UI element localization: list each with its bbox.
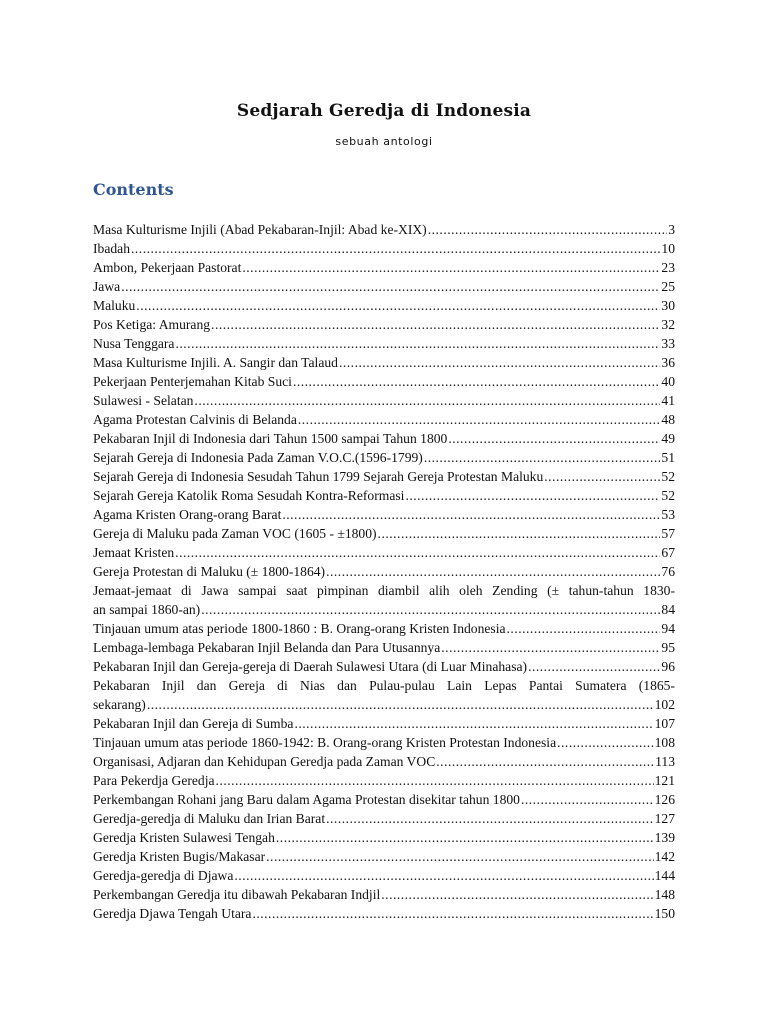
dot-leader <box>136 296 660 315</box>
dot-leader <box>441 638 660 657</box>
toc-entry-title: Organisasi, Adjaran dan Kehidupan Geredja pada Zaman VOC <box>93 754 436 769</box>
toc-entry-title: Sulawesi - Selatan <box>93 393 194 408</box>
toc-entry-title: Lembaga-lembaga Pekabaran Injil Belanda dan Para Utusannya <box>93 640 441 655</box>
dot-leader <box>326 809 653 828</box>
dot-leader <box>326 562 660 581</box>
toc-entry-title-line1: Pekabaran Injil dan Gereja di Nias dan Pulau-pulau Lain Lepas Pantai Sumatera (1865- <box>93 678 675 693</box>
toc-entry[interactable] <box>93 543 675 562</box>
dot-leader <box>424 448 661 467</box>
dot-leader <box>521 790 654 809</box>
toc-entry[interactable] <box>93 296 675 315</box>
toc-entry[interactable] <box>93 429 675 448</box>
dot-leader <box>211 315 660 334</box>
toc-entry[interactable] <box>93 467 675 486</box>
toc-entry-title: Perkembangan Geredja itu dibawah Pekabaran Indjil <box>93 887 381 902</box>
toc-entry[interactable] <box>93 277 675 296</box>
toc-entry-page-number: 30 <box>661 298 675 313</box>
toc-entry-page-number: 94 <box>661 621 675 636</box>
toc-entry-title: Geredja Kristen Sulawesi Tengah <box>93 830 275 845</box>
toc-entry-title: Sejarah Gereja di Indonesia Sesudah Tahun 1799 Sejarah Gereja Protestan Maluku <box>93 469 544 484</box>
toc-entry-title: Gereja di Maluku pada Zaman VOC (1605 - ±1800) <box>93 526 377 541</box>
toc-entry[interactable] <box>93 353 675 372</box>
toc-entry-title: Ibadah <box>93 241 130 256</box>
toc-entry-title: Masa Kulturisme Injili. A. Sangir dan Talaud <box>93 355 338 370</box>
toc-entry-title: Sejarah Gereja di Indonesia Pada Zaman V.O.C.(1596-1799) <box>93 450 423 465</box>
toc-entry[interactable] <box>93 486 675 505</box>
dot-leader <box>298 410 661 429</box>
toc-entry-page-number: 32 <box>661 317 675 332</box>
toc-entry[interactable] <box>93 391 675 410</box>
dot-leader <box>131 239 660 258</box>
toc-entry-page-number: 108 <box>654 735 675 750</box>
dot-leader <box>293 372 660 391</box>
toc-entry-page-number: 40 <box>661 374 675 389</box>
toc-entry-title: Nusa Tenggara <box>93 336 175 351</box>
toc-entry-page-number: 84 <box>661 602 675 617</box>
toc-entry[interactable] <box>93 448 675 467</box>
toc-entry-page-number: 127 <box>654 811 675 826</box>
toc-entry-page-number: 49 <box>661 431 675 446</box>
dot-leader <box>234 866 653 885</box>
toc-entry-title: Geredja-geredja di Djawa <box>93 868 234 883</box>
toc-entry-page-number: 67 <box>661 545 675 560</box>
toc-entry-title-line2: sekarang) <box>93 697 146 712</box>
toc-entry-page-number: 126 <box>654 792 675 807</box>
dot-leader <box>121 277 660 296</box>
contents-heading: Contents <box>93 180 174 199</box>
toc-entry-title: Ambon, Pekerjaan Pastorat <box>93 260 242 275</box>
toc-entry[interactable] <box>93 524 675 543</box>
document-subtitle: sebuah antologi <box>335 135 433 148</box>
dot-leader <box>194 391 660 410</box>
toc-entry-page-number: 23 <box>661 260 675 275</box>
toc-entry-page-number: 150 <box>654 906 675 921</box>
toc-entry-page-number: 107 <box>654 716 675 731</box>
toc-entry-page-number: 121 <box>654 773 675 788</box>
dot-leader <box>436 752 654 771</box>
toc-entry[interactable] <box>93 752 675 771</box>
document-title: Sedjarah Geredja di Indonesia <box>236 101 532 121</box>
toc-entry-title: Geredja Kristen Bugis/Makasar <box>93 849 266 864</box>
table-of-contents <box>93 220 675 923</box>
toc-entry[interactable] <box>93 562 675 581</box>
toc-entry-page-number: 102 <box>654 697 675 712</box>
toc-entry[interactable] <box>93 714 675 733</box>
toc-entry-page-number: 25 <box>661 279 675 294</box>
toc-entry-title: Geredja Djawa Tengah Utara <box>93 906 252 921</box>
toc-entry[interactable] <box>93 847 675 866</box>
toc-entry[interactable] <box>93 866 675 885</box>
toc-entry-title-line2: an sampai 1860-an) <box>93 602 201 617</box>
toc-entry-page-number: 144 <box>654 868 675 883</box>
toc-entry-title: Geredja-geredja di Maluku dan Irian Barat <box>93 811 326 826</box>
toc-entry-title: Gereja Protestan di Maluku (± 1800-1864) <box>93 564 326 579</box>
toc-entry-continuation <box>93 695 675 714</box>
toc-entry-page-number: 57 <box>661 526 675 541</box>
dot-leader <box>175 543 660 562</box>
toc-entry-title: Pos Ketiga: Amurang <box>93 317 211 332</box>
dot-leader <box>276 828 654 847</box>
toc-entry-page-number: 3 <box>668 222 675 237</box>
toc-entry-page-number: 113 <box>655 754 675 769</box>
toc-entry[interactable] <box>93 885 675 904</box>
dot-leader <box>294 714 653 733</box>
dot-leader <box>378 524 661 543</box>
toc-entry-title: Pekabaran Injil dan Gereja-gereja di Daerah Sulawesi Utara (di Luar Minahasa) <box>93 659 528 674</box>
dot-leader <box>507 619 661 638</box>
toc-entry-title: Jemaat Kristen <box>93 545 175 560</box>
toc-entry[interactable] <box>93 733 675 752</box>
dot-leader <box>405 486 660 505</box>
toc-entry-title: Agama Kristen Orang-orang Barat <box>93 507 282 522</box>
toc-entry[interactable] <box>93 638 675 657</box>
toc-entry[interactable] <box>93 904 675 923</box>
toc-entry-title: Pekabaran Injil dan Gereja di Sumba <box>93 716 294 731</box>
toc-entry-continuation <box>93 600 675 619</box>
toc-entry[interactable] <box>93 334 675 353</box>
toc-entry-page-number: 52 <box>661 488 675 503</box>
toc-entry-page-number: 142 <box>654 849 675 864</box>
dot-leader <box>216 771 654 790</box>
toc-entry-title: Maluku <box>93 298 136 313</box>
toc-entry[interactable] <box>93 258 675 277</box>
toc-entry[interactable] <box>93 828 675 847</box>
dot-leader <box>175 334 660 353</box>
toc-entry-title: Tinjauan umum atas periode 1800-1860 : B. Orang-orang Kristen Indonesia <box>93 621 506 636</box>
toc-entry[interactable] <box>93 619 675 638</box>
dot-leader <box>242 258 660 277</box>
toc-entry[interactable] <box>93 220 675 239</box>
dot-leader <box>252 904 653 923</box>
toc-entry-page-number: 96 <box>661 659 675 674</box>
dot-leader <box>448 429 660 448</box>
toc-entry-title-line1: Jemaat-jemaat di Jawa sampai saat pimpinan diambil alih oleh Zending (± tahun-tahun 1830- <box>93 583 675 598</box>
toc-entry-title: Masa Kulturisme Injili (Abad Pekabaran-Injil: Abad ke-XIX) <box>93 222 427 237</box>
toc-entry-title: Pekabaran Injil di Indonesia dari Tahun 1500 sampai Tahun 1800 <box>93 431 448 446</box>
toc-entry-title: Tinjauan umum atas periode 1860-1942: B. Orang-orang Kristen Protestan Indonesia <box>93 735 557 750</box>
toc-entry-title: Sejarah Gereja Katolik Roma Sesudah Kontra-Reformasi <box>93 488 405 503</box>
toc-entry-page-number: 148 <box>654 887 675 902</box>
toc-entry-page-number: 52 <box>661 469 675 484</box>
dot-leader <box>201 600 660 619</box>
toc-entry[interactable] <box>93 315 675 334</box>
toc-entry[interactable] <box>93 657 675 676</box>
toc-entry-title: Agama Protestan Calvinis di Belanda <box>93 412 297 427</box>
dot-leader <box>544 467 660 486</box>
dot-leader <box>282 505 660 524</box>
dot-leader <box>428 220 667 239</box>
toc-entry[interactable] <box>93 581 675 619</box>
toc-entry[interactable] <box>93 505 675 524</box>
toc-entry-page-number: 36 <box>661 355 675 370</box>
toc-entry-page-number: 41 <box>661 393 675 408</box>
toc-entry-page-number: 139 <box>654 830 675 845</box>
dot-leader <box>147 695 654 714</box>
toc-entry-title: Jawa <box>93 279 121 294</box>
toc-entry[interactable] <box>93 239 675 258</box>
toc-entry[interactable] <box>93 372 675 391</box>
toc-entry-page-number: 53 <box>661 507 675 522</box>
toc-entry-title: Para Pekerdja Geredja <box>93 773 215 788</box>
toc-entry[interactable] <box>93 790 675 809</box>
toc-entry-page-number: 33 <box>661 336 675 351</box>
dot-leader <box>528 657 660 676</box>
dot-leader <box>557 733 653 752</box>
toc-entry[interactable] <box>93 410 675 429</box>
dot-leader <box>339 353 660 372</box>
toc-entry-page-number: 76 <box>661 564 675 579</box>
toc-entry-page-number: 95 <box>661 640 675 655</box>
toc-entry-title: Perkembangan Rohani jang Baru dalam Agama Protestan disekitar tahun 1800 <box>93 792 520 807</box>
toc-entry-page-number: 10 <box>661 241 675 256</box>
toc-entry-page-number: 48 <box>661 412 675 427</box>
toc-entry-title: Pekerjaan Penterjemahan Kitab Suci <box>93 374 292 389</box>
toc-entry-page-number: 51 <box>661 450 675 465</box>
dot-leader <box>381 885 653 904</box>
toc-entry[interactable] <box>93 809 675 828</box>
toc-entry[interactable] <box>93 771 675 790</box>
toc-entry[interactable] <box>93 676 675 714</box>
dot-leader <box>266 847 653 866</box>
